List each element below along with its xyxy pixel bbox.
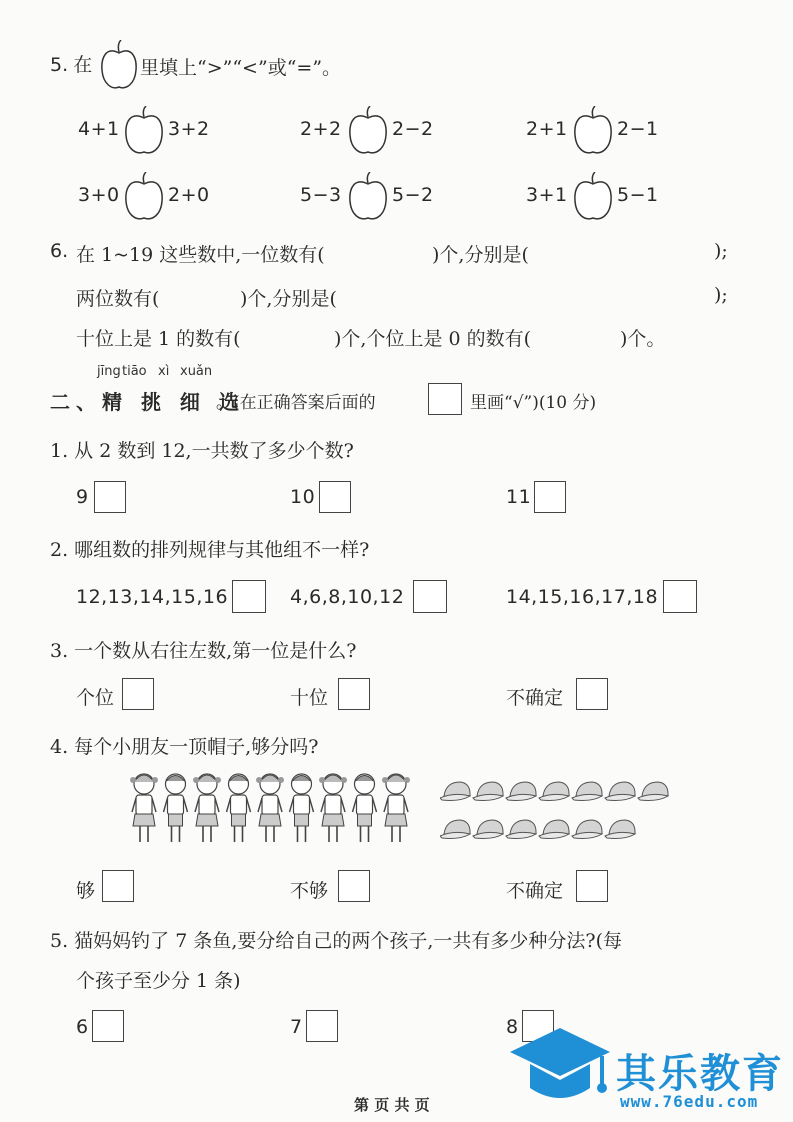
hat-icon [572,782,602,801]
q5-r2-c3-right: 5−1 [617,184,659,206]
s2q3-checkbox-c[interactable] [576,678,608,710]
child-figure [164,774,188,842]
hat-icon [539,782,569,801]
s2q1-option-a: 9 [76,486,89,508]
child-figure [353,774,377,842]
s2q2-checkbox-c[interactable] [663,580,697,613]
q5-r1-c3-left: 2+1 [526,118,568,140]
page-footer: 第 页 共 页 [354,1096,430,1114]
section2-instr-b: 里画“√”)(10 分) [470,393,597,413]
hat-icon [506,820,536,839]
q6-line1 [50,240,68,262]
pinyin-tiao: tiāo [122,364,147,379]
s2q2-option-c: 14,15,16,17,18 [506,586,659,608]
s2q3-option-a: 个位 [76,687,115,709]
section2-instr-a: 。(在正确答案后面的 [216,393,376,413]
hat-icon [572,820,602,839]
s2q2-question: 2. 哪组数的排列规律与其他组不一样? [50,539,370,561]
apple-answer-slot[interactable] [573,106,613,156]
q5-r2-c2-right: 5−2 [392,184,434,206]
q6-line2-a: 两位数有( [76,288,160,310]
s2q2-checkbox-b[interactable] [413,580,447,613]
watermark-url: www.76edu.com [620,1092,759,1111]
child-figure [227,774,251,842]
hat-icon [473,782,503,801]
q6-line3-b: )个,个位上是 0 的数有( [334,328,532,350]
s2q3-question: 3. 一个数从右往左数,第一位是什么? [50,640,357,662]
s2q2-option-a: 12,13,14,15,16 [76,586,229,608]
s2q5-checkbox-b[interactable] [306,1010,338,1042]
s2q1-option-b: 10 [290,486,316,508]
s2q5-option-b: 7 [290,1016,303,1038]
pinyin-xi: xì [158,364,170,379]
s2q5-option-a: 6 [76,1016,89,1038]
s2q5-checkbox-a[interactable] [92,1010,124,1042]
q6-line1-c: ); [714,240,728,262]
s2q1-checkbox-c[interactable] [534,481,566,513]
q6-line3-c: )个。 [620,328,666,350]
q5-heading [50,50,92,77]
s2q1-question: 1. 从 2 数到 12,一共数了多少个数? [50,440,354,462]
q5-r2-c1-right: 2+0 [168,184,210,206]
s2q3-option-b: 十位 [290,687,329,709]
s2q4-checkbox-a[interactable] [102,870,134,902]
watermark-name: 其乐教育 [616,1051,784,1097]
child-figure [319,774,347,842]
s2q4-option-b: 不够 [290,880,329,902]
hat-icon [473,820,503,839]
s2q3-checkbox-b[interactable] [338,678,370,710]
section2-title: 二、精 挑 细 选 [50,390,245,414]
instruction-box-icon [428,383,462,415]
children-illustration [128,770,418,848]
s2q3-checkbox-a[interactable] [122,678,154,710]
s2q4-checkbox-b[interactable] [338,870,370,902]
s2q1-checkbox-a[interactable] [94,481,126,513]
child-figure [193,774,221,842]
q6-line3-a: 十位上是 1 的数有( [76,328,241,350]
s2q4-option-a: 够 [76,880,96,902]
apple-answer-slot[interactable] [348,172,388,222]
hat-icon [506,782,536,801]
q5-r1-c2-right: 2−2 [392,118,434,140]
child-figure [130,774,158,842]
q5-r1-c1-left: 4+1 [78,118,120,140]
pinyin-jing: jīng [97,364,121,379]
hat-icon [440,782,470,801]
apple-answer-slot[interactable] [573,172,613,222]
s2q5-question-line2: 个孩子至少分 1 条) [76,970,241,992]
q6-line1-b: )个,分别是( [432,244,529,266]
s2q1-option-c: 11 [506,486,532,508]
q5-r1-c2-left: 2+2 [300,118,342,140]
graduation-cap-icon [508,1022,612,1114]
s2q3-option-c: 不确定 [506,687,564,709]
q5-r2-c3-left: 3+1 [526,184,568,206]
s2q4-option-c: 不确定 [506,880,564,902]
apple-answer-slot[interactable] [124,106,164,156]
apple-answer-slot[interactable] [348,106,388,156]
q6-line1-a: 在 1~19 这些数中,一位数有( [76,244,325,266]
child-figure [256,774,284,842]
hat-icon [440,820,470,839]
s2q5-question-line1: 5. 猫妈妈钓了 7 条鱼,要分给自己的两个孩子,一共有多少种分法?(每 [50,930,623,952]
q5-r1-c3-right: 2−1 [617,118,659,140]
s2q4-checkbox-c[interactable] [576,870,608,902]
child-figure [290,774,314,842]
hat-icon [605,782,635,801]
s2q2-option-b: 4,6,8,10,12 [290,586,405,608]
q5-r1-c1-right: 3+2 [168,118,210,140]
hat-icon [605,820,635,839]
pinyin-xuan: xuǎn [180,364,213,379]
hat-icon [638,782,668,801]
child-figure [382,774,410,842]
q5-suffix: 里填上“>”“<”或“=”。 [140,57,342,79]
s2q4-question: 4. 每个小朋友一顶帽子,够分吗? [50,736,319,758]
s2q5-option-c: 8 [506,1016,519,1038]
s2q2-checkbox-a[interactable] [232,580,266,613]
q5-r2-c2-left: 5−3 [300,184,342,206]
apple-answer-slot[interactable] [124,172,164,222]
apple-icon [100,40,138,92]
q6-line2-b: )个,分别是( [240,288,337,310]
q5-r2-c1-left: 3+0 [78,184,120,206]
hat-icon [539,820,569,839]
s2q1-checkbox-b[interactable] [319,481,351,513]
q5-number: 5. [50,54,69,76]
hats-illustration [440,778,680,842]
q6-number: 6. [50,240,69,262]
q5-prefix: 在 [73,54,93,76]
q6-line2-c: ); [714,284,728,306]
